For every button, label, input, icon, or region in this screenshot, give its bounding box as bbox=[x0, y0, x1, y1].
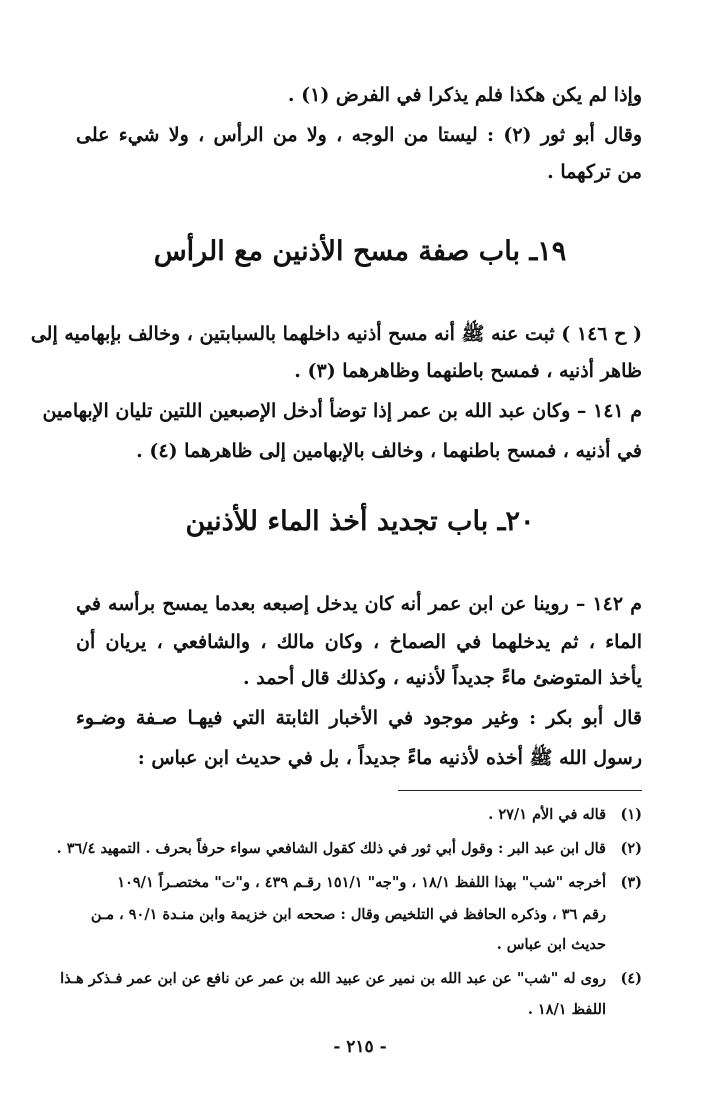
footnote-2 bbox=[56, 836, 642, 862]
body-line: ( ح ١٤٦ ) ثبت عنه ﷺ أنه مسح أذنيه داخلهما بالسبابتين ، وخالف بإبهاميه إلى bbox=[30, 323, 642, 345]
footnote-text: قال ابن عبد البر : وقول أبي ثور في ذلك كقول الشافعي سواء حرفاً بحرف . التمهيد ٣٦/٤ . bbox=[56, 840, 606, 857]
chapter-heading: ١٩ـ باب صفة مسح الأذنين مع الرأس bbox=[153, 236, 567, 267]
footnote-continuation: اللفظ ١٨/١ . bbox=[527, 1001, 606, 1018]
body-line: م ١٤٢ – روينا عن ابن عمر أنه كان يدخل إصبعه بعدما يمسح برأسه في bbox=[76, 593, 642, 615]
body-line: من تركهما . bbox=[547, 161, 642, 183]
body-line: م ١٤١ – وكان عبد الله بن عمر إذا توضأ أدخل الإصبعين اللتين تليان الإبهامين bbox=[42, 400, 642, 422]
footnote-number: (٢) bbox=[620, 840, 642, 857]
footnote-number: (٣) bbox=[620, 874, 642, 891]
footnote-4 bbox=[60, 966, 642, 992]
body-line: وإذا لم يكن هكذا فلم يذكرا في الفرض (١) . bbox=[287, 84, 642, 106]
footnote-text: قاله في الأم ٢٧/١ . bbox=[488, 806, 606, 823]
chapter-heading: ٢٠ـ باب تجديد أخذ الماء للأذنين bbox=[185, 506, 535, 537]
footnote-text: روى له "شب" عن عبد الله بن نمير عن عبيد الله بن عمر عن نافع عن ابن عمر فـذكر هـذا bbox=[60, 970, 606, 987]
body-line: رسول الله ﷺ أخذه لأذنيه ماءً جديداً ، بل في حديث ابن عباس : bbox=[137, 747, 642, 769]
footnote-continuation: حديث ابن عباس . bbox=[496, 936, 606, 953]
page-number: - ٢١٥ - bbox=[333, 1037, 387, 1057]
body-line: ظاهر أذنيه ، فمسح باطنهما وظاهرهما (٣) . bbox=[294, 360, 642, 382]
footnote-continuation: رقم ٣٦ ، وذكره الحافظ في التلخيص وقال : صححه ابن خزيمة وابن منـدة ٩٠/١ ، مـن bbox=[90, 906, 606, 923]
body-line: وقال أبو ثور (٢) : ليستا من الوجه ، ولا من الرأس ، ولا شيء على bbox=[76, 124, 642, 146]
footnote-3 bbox=[76, 870, 642, 896]
footnote-separator bbox=[398, 790, 642, 791]
body-line: قال أبو بكر : وغير موجود في الأخبار الثابتة التي فيهـا صـفة وضـوء bbox=[76, 707, 642, 729]
body-line: في أذنيه ، فمسح باطنهما ، وخالف بالإبهامين إلى ظاهرهما (٤) . bbox=[136, 440, 642, 462]
footnote-1 bbox=[76, 802, 642, 828]
body-line: يأخذ المتوضئ ماءً جديداً لأذنيه ، وكذلك قال أحمد . bbox=[243, 667, 642, 689]
footnote-text: أخرجه "شب" بهذا اللفظ ١٨/١ ، و"جه" ١٥١/١ رقـم ٤٣٩ ، و"ت" مختصـراً ١٠٩/١ bbox=[117, 874, 606, 891]
footnote-number: (١) bbox=[620, 806, 642, 823]
footnote-number: (٤) bbox=[620, 970, 642, 987]
body-line: الماء ، ثم يدخلهما في الصماخ ، وكان مالك ، والشافعي ، يريان أن bbox=[76, 631, 642, 653]
